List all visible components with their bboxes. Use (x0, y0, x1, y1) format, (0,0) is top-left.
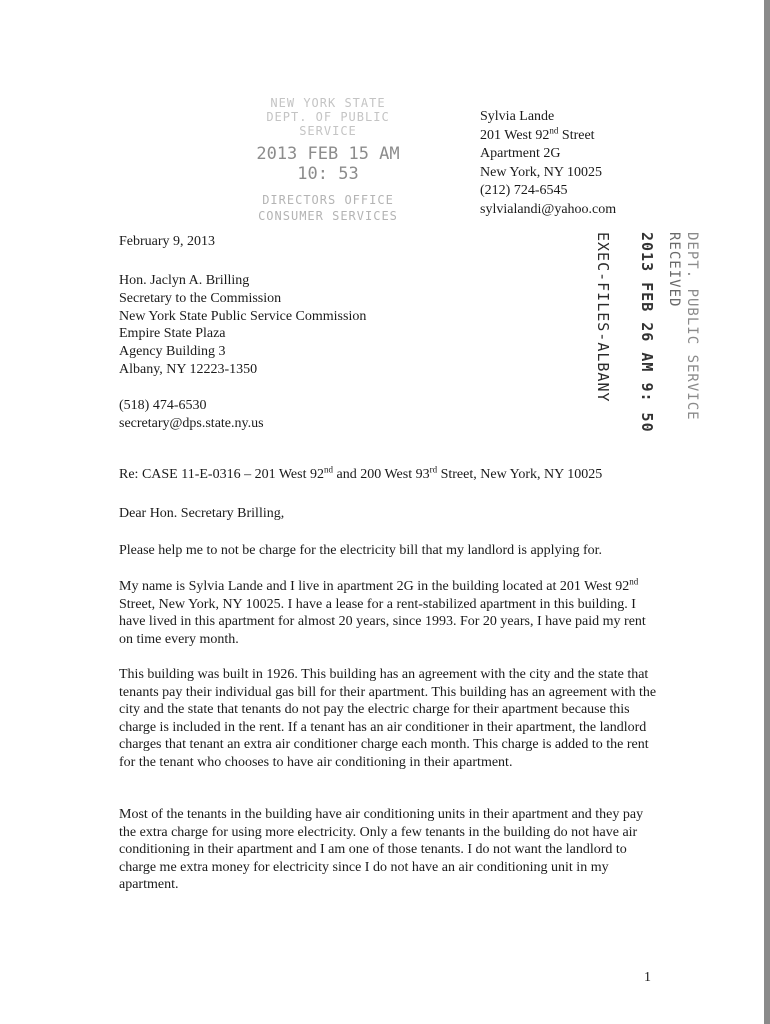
sender-city: New York, NY 10025 (480, 164, 602, 180)
stamp-line: NEW YORK STATE (270, 96, 386, 110)
received-stamp-consumer-services (238, 96, 418, 224)
stamp-line: DEPT. OF PUBLIC SERVICE (266, 110, 390, 138)
exec-files-stamp: EXEC-FILES-ALBANY (594, 232, 612, 403)
recipient-place: Empire State Plaza (119, 326, 226, 342)
body-paragraph: This building was built in 1926. This building has an agreement with the city and the state that tenants pay their individual gas bill for their apartment. This building has an agreement with the city and the state that tenants do not pay the electric charge for their apartment because this charge is included in the rent. If a tenant has an air conditioner in their apartment, the landlord charges that tenant an extra air conditioner charge each month. This charge is added to the rent for the tenant who chooses to have air conditioning in their apartment. (119, 667, 657, 770)
stamp-line: CONSUMER SERVICES (258, 209, 398, 223)
salutation: Dear Hon. Secretary Brilling, (119, 506, 285, 521)
stamp-line: DIRECTORS OFFICE (262, 193, 394, 207)
body-paragraph: My name is Sylvia Lande and I live in apartment 2G in the building located at 201 West 92nd Street, New York, NY 10025. I have a lease for a rent-stabilized apartment in this building. I have lived in this apartment for almost 20 years, since 1993. For 20 years, I have paid my rent on time every month. (119, 576, 646, 647)
sender-apartment: Apartment 2G (480, 146, 561, 161)
exec-files-stamp-date: 2013 FEB 26 AM 9: 50 (638, 232, 656, 433)
sender-street: 201 West 92nd Street (480, 124, 595, 143)
body-paragraph: Most of the tenants in the building have air conditioning units in their apartment and they pay the extra charge for using more electricity. Only a few tenants in the building do not have air conditioning in their apartment and I am one of those tenants. I do not want the landlord to charge me extra money for electricity since I do not have an air conditioning unit in my apartment. (119, 807, 644, 893)
recipient-building: Agency Building 3 (119, 344, 226, 360)
received-stamp-label: RECEIVED (666, 232, 682, 308)
recipient-org: New York State Public Service Commission (119, 308, 367, 324)
recipient-name: Hon. Jaclyn A. Brilling (119, 273, 250, 288)
page-number: 1 (644, 970, 651, 985)
sender-name: Sylvia Lande (480, 109, 555, 124)
received-stamp-dept: DEPT. PUBLIC SERVICE (684, 232, 700, 421)
body-paragraph: Please help me to not be charge for the electricity bill that my landlord is applying for. (119, 543, 602, 558)
letter-date: February 9, 2013 (119, 234, 216, 249)
recipient-address-block (119, 272, 366, 379)
recipient-email: secretary@dps.state.ny.us (119, 415, 264, 431)
recipient-contact-block (119, 397, 264, 432)
recipient-title: Secretary to the Commission (119, 290, 282, 306)
re-line: Re: CASE 11-E-0316 – 201 West 92nd and 200 West 93rd Street, New York, NY 10025 (119, 464, 603, 482)
sender-phone: (212) 724-6545 (480, 183, 568, 198)
recipient-city: Albany, NY 12223-1350 (119, 361, 258, 377)
sender-address-block (480, 108, 616, 219)
scan-edge (764, 0, 770, 1024)
stamp-date: 2013 FEB 15 AM 10: 53 (256, 144, 400, 184)
recipient-phone: (518) 474-6530 (119, 398, 207, 413)
sender-email: sylvialandi@yahoo.com (480, 201, 617, 217)
